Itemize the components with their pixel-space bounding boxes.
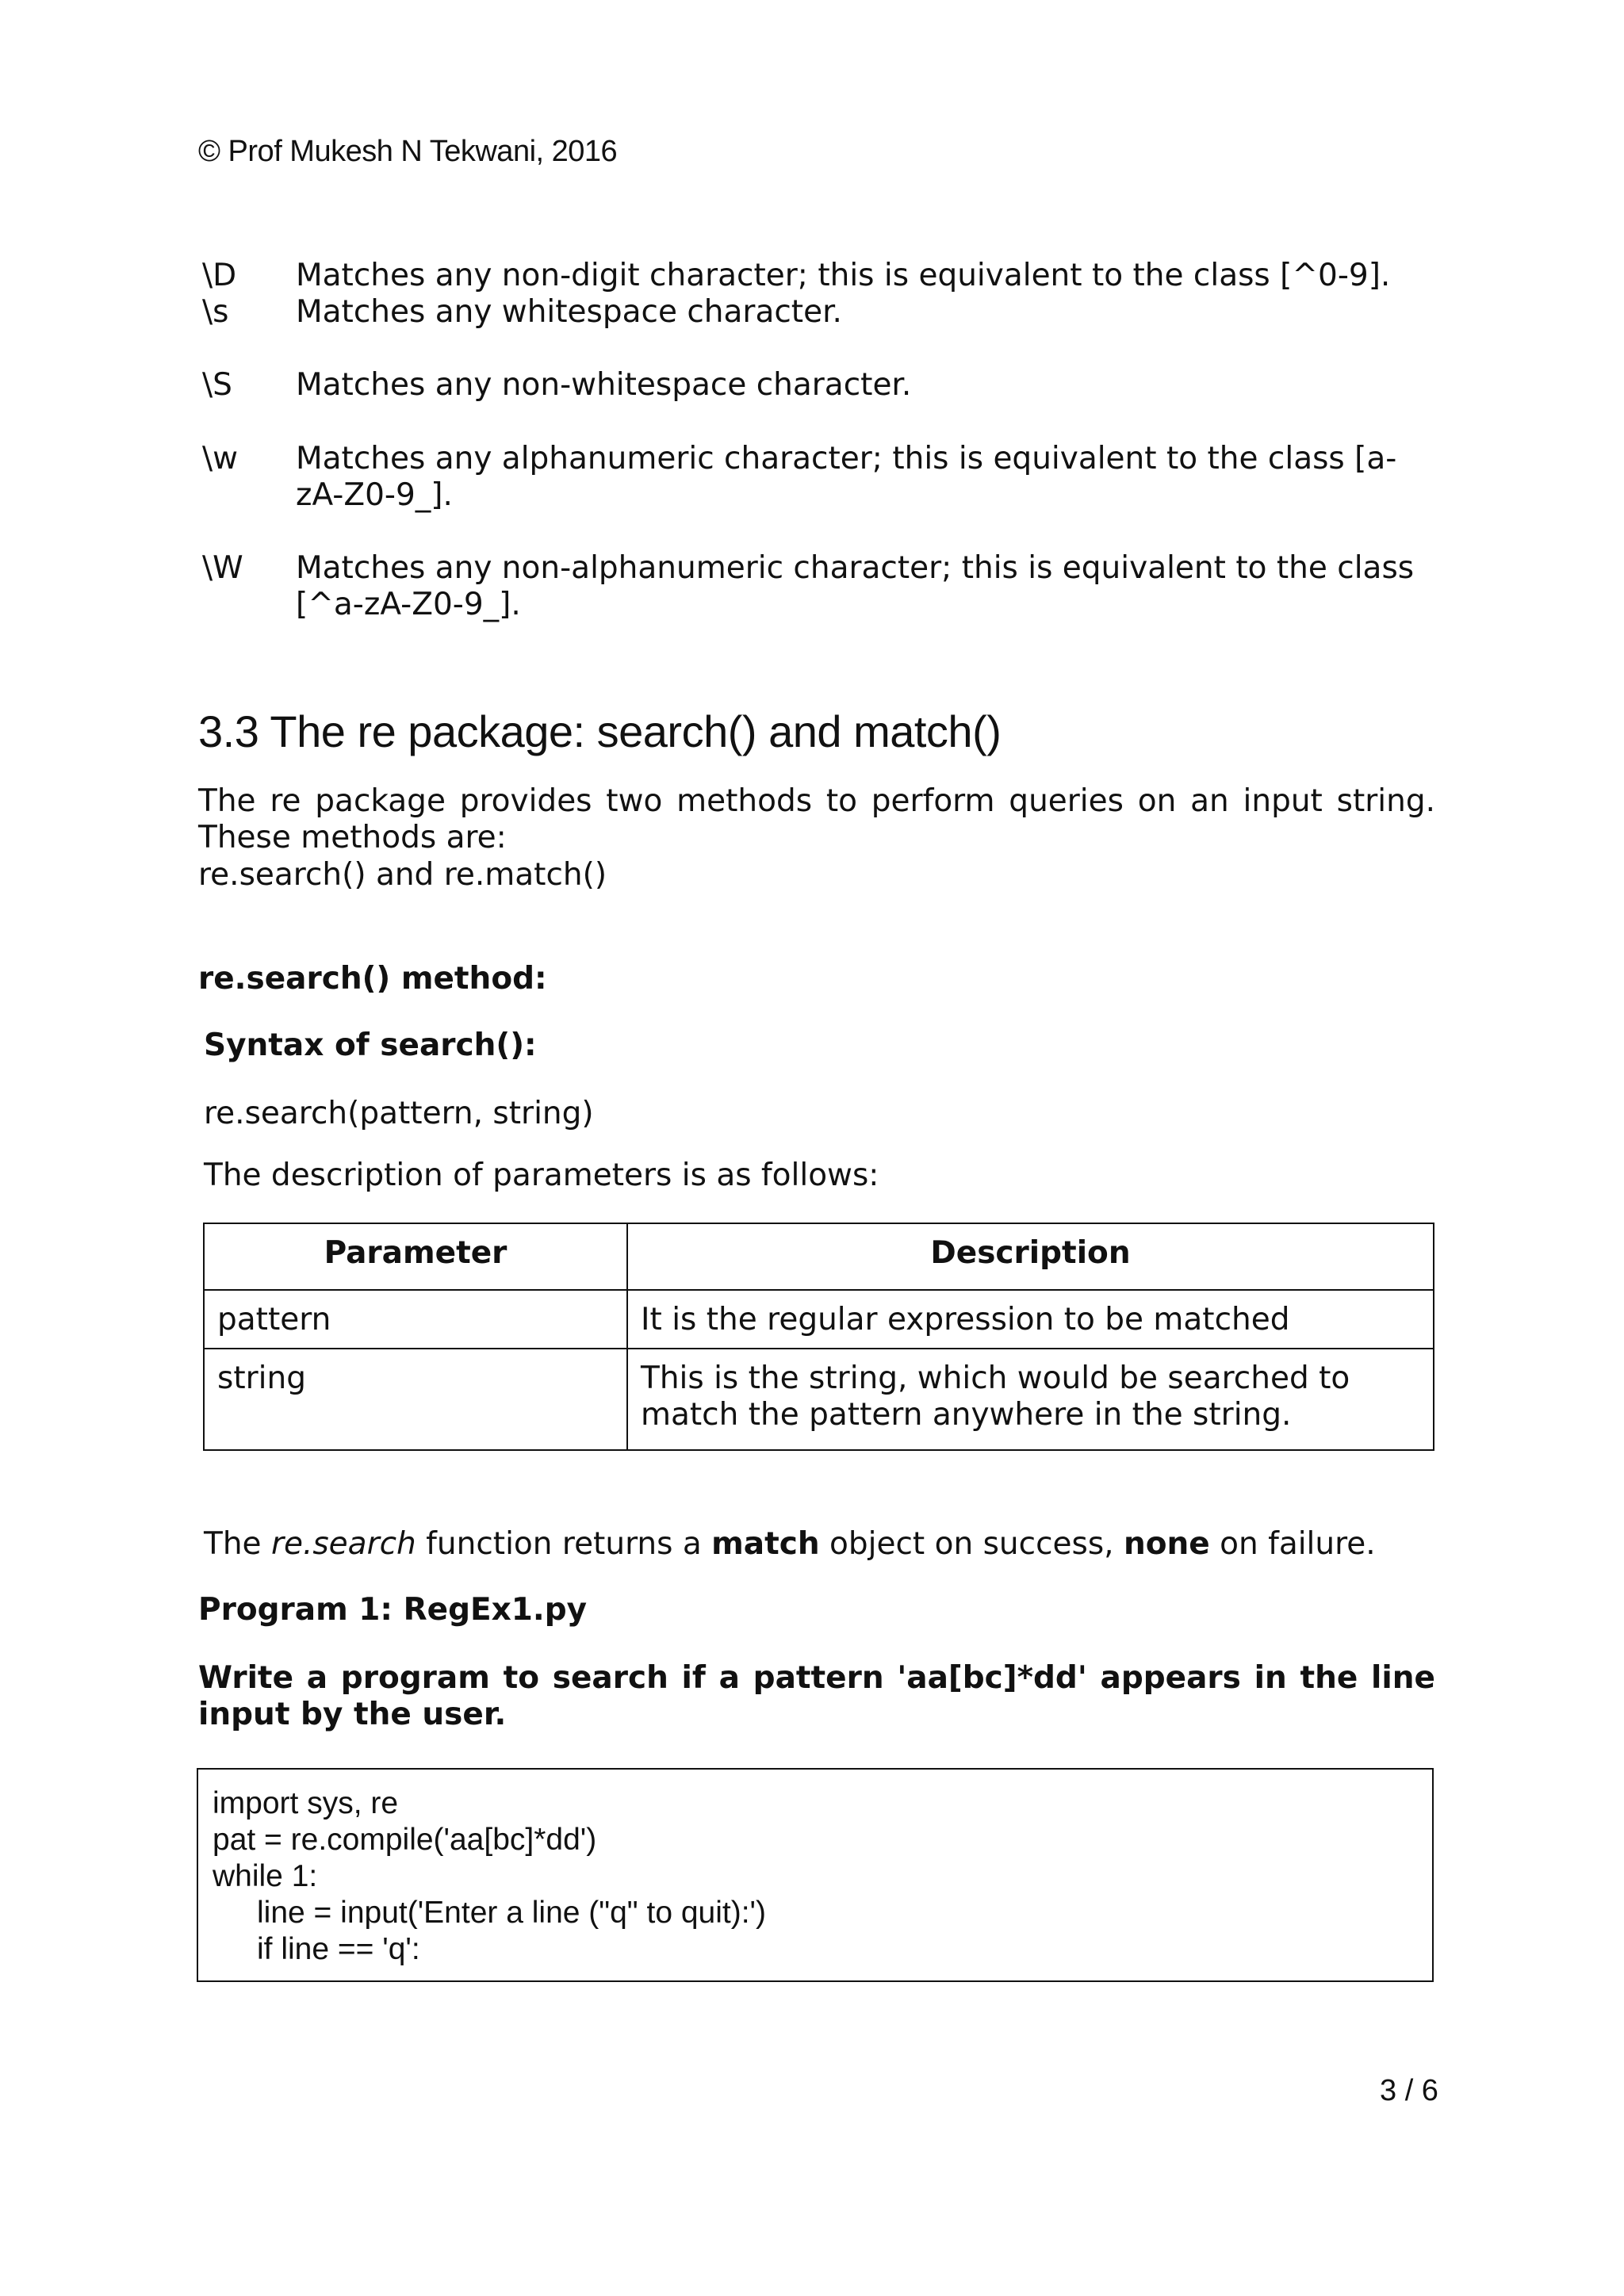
syntax-line: re.search(pattern, string)	[204, 1096, 594, 1131]
table-row	[204, 1290, 1434, 1349]
program-task: Write a program to search if a pattern 'aa[bc]*dd' appears in the line input by the user.	[198, 1660, 1435, 1732]
parameter-table	[203, 1223, 1434, 1451]
syntax-heading: Syntax of search():	[204, 1027, 537, 1063]
escape-description: Matches any non-whitespace character.	[296, 367, 912, 403]
copyright-header: © Prof Mukesh N Tekwani, 2016	[198, 135, 618, 168]
methods-line: re.search() and re.match()	[198, 857, 607, 893]
table-header-row	[204, 1223, 1434, 1290]
page-number: 3 / 6	[1380, 2074, 1438, 2107]
escape-description: Matches any alphanumeric character; this is equivalent to the class [a-zA-Z0-9_].	[296, 441, 1397, 513]
section-heading: 3.3 The re package: search() and match()	[198, 706, 1002, 756]
returns-match-keyword: match	[711, 1526, 820, 1562]
escape-description: Matches any whitespace character.	[296, 294, 842, 330]
params-intro: The description of parameters is as follows:	[204, 1158, 879, 1193]
table-cell-description: It is the regular expression to be matched	[627, 1290, 1434, 1349]
method-heading: re.search() method:	[198, 961, 547, 997]
escape-row-non-whitespace	[202, 367, 1439, 404]
table-cell-parameter: pattern	[204, 1290, 627, 1349]
escape-row-whitespace	[202, 294, 1439, 331]
table-cell-parameter: string	[204, 1349, 627, 1450]
returns-func-name: re.search	[270, 1526, 416, 1562]
returns-text: The	[204, 1526, 271, 1562]
program-title: Program 1: RegEx1.py	[198, 1592, 588, 1628]
escape-row-alphanumeric	[202, 441, 1439, 514]
code-line: while 1:	[213, 1859, 318, 1893]
returns-none-keyword: none	[1123, 1526, 1210, 1562]
escape-code: \w	[202, 441, 239, 476]
escape-row-non-alphanumeric	[202, 550, 1439, 623]
code-line: line = input('Enter a line ("q" to quit):')	[257, 1896, 766, 1930]
escape-description: Matches any non-digit character; this is equivalent to the class [^0-9].	[296, 258, 1391, 293]
escape-code: \W	[202, 550, 243, 586]
returns-text: object on success,	[819, 1526, 1124, 1562]
code-line: import sys, re	[213, 1786, 399, 1820]
table-row	[204, 1349, 1434, 1450]
code-line: if line == 'q':	[257, 1932, 420, 1966]
table-header-description: Description	[627, 1223, 1434, 1290]
table-header-parameter: Parameter	[204, 1223, 627, 1290]
returns-text: on failure.	[1209, 1526, 1376, 1562]
section-intro: The re package provides two methods to perform queries on an input string. These methods are:	[198, 783, 1435, 855]
returns-text: function returns a	[416, 1526, 712, 1562]
escape-description: Matches any non-alphanumeric character; this is equivalent to the class [^a-zA-Z0-9_].	[296, 550, 1415, 622]
code-line: pat = re.compile('aa[bc]*dd')	[213, 1823, 597, 1857]
table-cell-description: This is the string, which would be searched to match the pattern anywhere in the string.	[627, 1349, 1434, 1450]
returns-sentence	[204, 1526, 1441, 1563]
escape-row-non-digit	[202, 258, 1439, 294]
escape-code: \D	[202, 258, 237, 293]
escape-code: \s	[202, 294, 229, 330]
code-block	[197, 1768, 1434, 1982]
escape-code: \S	[202, 367, 232, 403]
